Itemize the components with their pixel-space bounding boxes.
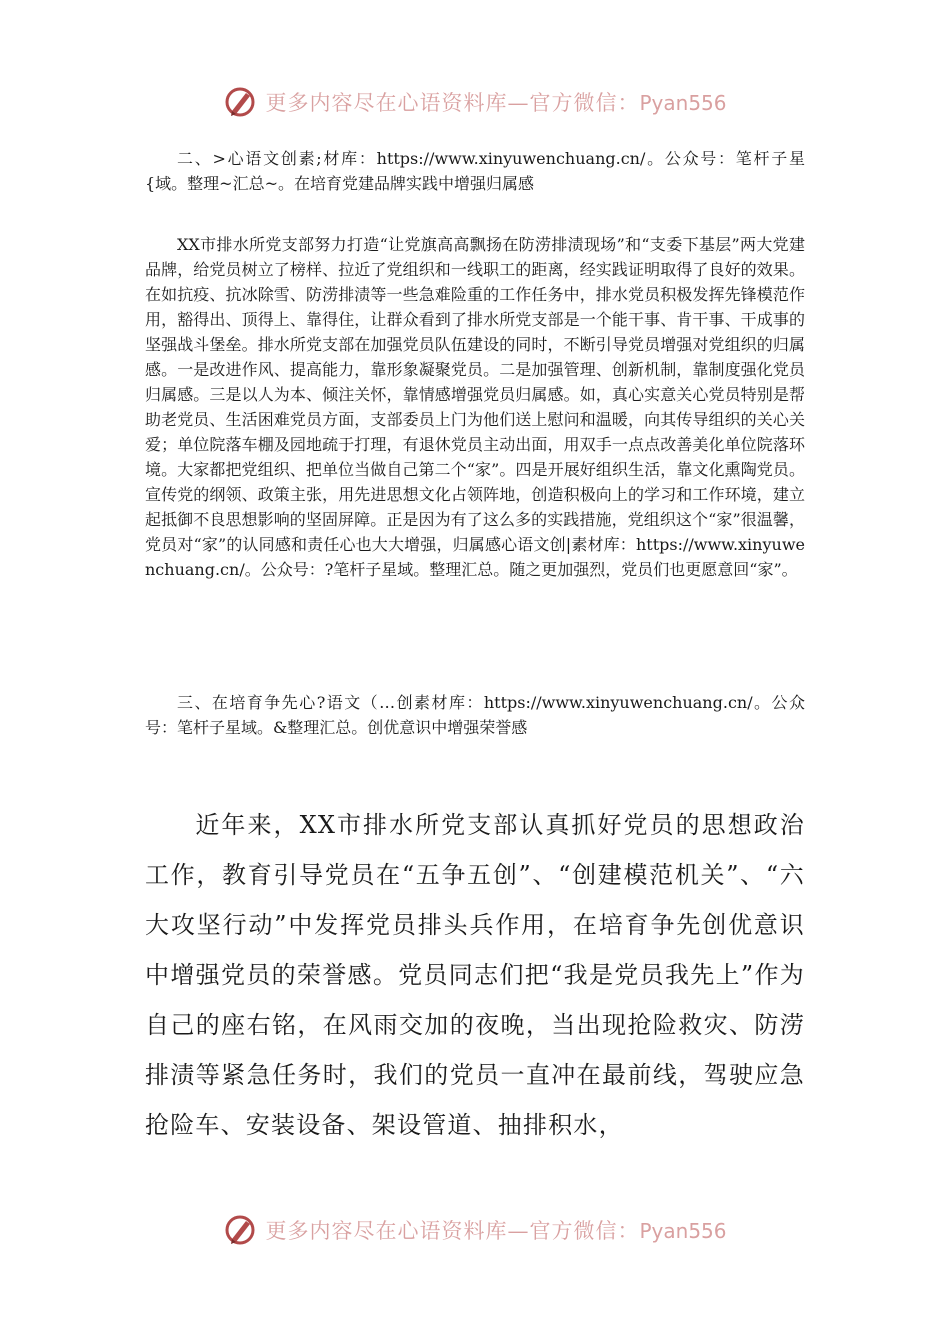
footer-banner-label: 更多内容尽在心语资料库—官方微信： <box>265 1219 640 1243</box>
header-banner-text <box>265 87 726 117</box>
header-banner <box>0 82 950 122</box>
footer-wechat-id: Pyan556 <box>639 1219 727 1243</box>
header-wechat-id: Pyan556 <box>639 91 727 115</box>
header-banner-label: 更多内容尽在心语资料库—官方微信： <box>265 91 640 115</box>
footer-banner-text <box>265 1215 726 1245</box>
pen-logo-icon <box>223 1213 257 1247</box>
section2-heading: 二、>心语文创素;材库：https://www.xinyuwenchuang.cn/。公众号：笔杆子星{域。整理~汇总~。在培育党建品牌实践中增强归属感 <box>145 149 805 193</box>
section3-heading: 三、在培育争先心?语文（…创素材库：https://www.xinyuwenchuang.cn/。公众号：笔杆子星域。&整理汇总。创优意识中增强荣誉感 <box>145 693 805 737</box>
pen-logo-icon <box>223 85 257 119</box>
section2-body: XX市排水所党支部努力打造“让党旗高高飘扬在防涝排渍现场”和“支委下基层”两大党建品牌，给党员树立了榜样、拉近了党组织和一线职工的距离，经实践证明取得了良好的效果。在如抗疫、抗冰除雪、防涝排渍等一些急难险重的工作任务中，排水党员积极发挥先锋模范作用，豁得出、顶得上、靠得住，让群众看到了排水所党支部是一个能干事、肯干事、干成事的坚强战斗堡垒。排水所党支部在加强党员队伍建设的同时，不断引导党员增强对党组织的归属感。一是改进作风、提高能力，靠形象凝聚党员。二是加强管理、创新机制，靠制度强化党员归属感。三是以人为本、倾注关怀，靠情感增强党员归属感。如，真心实意关心党员特别是帮助老党员、生活困难党员方面，支部委员上门为他们送上慰问和温暖，向其传导组织的关心关爱；单位院落车棚及园地疏于打理，有退休党员主动出面，用双手一点点改善美化单位院落环境。大家都把党组织、把单位当做自己第二个“家”。四是开展好组织生活，靠文化熏陶党员。宣传党的纲领、政策主张，用先进思想文化占领阵地，创造积极向上的学习和工作环境，建立起抵御不良思想影响的坚固屏障。正是因为有了这么多的实践措施，党组织这个“家”很温馨，党员对“家”的认同感和责任心也大大增强，归属感心语文创|素材库：https://www.xinyuwenchuang.cn/。公众号：?笔杆子星域。整理汇总。随之更加强烈，党员们也更愿意回“家”。 <box>145 235 805 579</box>
footer-banner <box>0 1210 950 1250</box>
section3-body: 近年来，XX市排水所党支部认真抓好党员的思想政治工作，教育引导党员在“五争五创”、“创建模范机关”、“六大攻坚行动”中发挥党员排头兵作用，在培育争先创优意识中增强党员的荣誉感。党员同志们把“我是党员我先上”作为自己的座右铭，在风雨交加的夜晚，当出现抢险救灾、防涝排渍等紧急任务时，我们的党员一直冲在最前线，驾驶应急抢险车、安装设备、架设管道、抽排积水， <box>145 811 805 1139</box>
